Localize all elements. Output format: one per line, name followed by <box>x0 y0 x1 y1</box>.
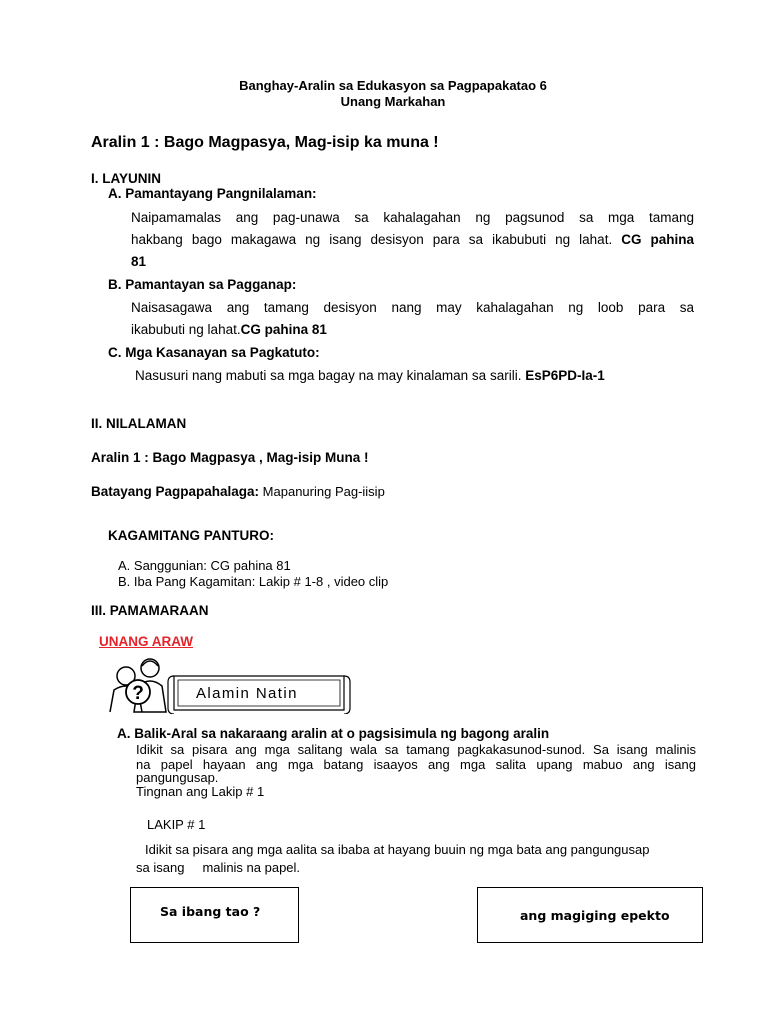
word-card-2-text: ang magiging epekto <box>520 908 670 923</box>
pamamaraan-a-label: A. Balik-Aral sa nakaraang aralin at o pagsisimula ng bagong aralin <box>117 726 550 741</box>
word-card-1-text: Sa ibang tao ? <box>160 904 261 919</box>
pamamaraan-a-line1: Idikit sa pisara ang mga salitang wala sa tamang pagkakasunod-sunod. Sa isang malinis <box>136 742 696 757</box>
layunin-a-line1: Naipamamalas ang pag-unawa sa kahalagahan ng pagsunod sa mga tamang <box>131 210 694 225</box>
layunin-a-line2-text: hakbang bago makagawa ng isang desisyon para sa ikabubuti ng lahat. <box>131 232 622 247</box>
layunin-a-cg-page: 81 <box>131 254 147 269</box>
kagamitan-heading: KAGAMITANG PANTURO: <box>108 528 274 543</box>
lakip-label: LAKIP # 1 <box>147 817 206 832</box>
layunin-b-cg-ref: CG pahina 81 <box>240 322 327 337</box>
pamamaraan-a-line2: na papel hayaan ang mga batang isaayos ang mga salita upang mabuo ang isang <box>136 757 696 772</box>
section-pamamaraan-heading: III. PAMAMARAAN <box>91 603 209 618</box>
pamamaraan-a-line3: pangungusap. <box>136 770 219 785</box>
kagamitan-b: B. Iba Pang Kagamitan: Lakip # 1-8 , video clip <box>118 574 389 589</box>
day-label: UNANG ARAW <box>99 634 193 649</box>
batayang-value: Mapanuring Pag-iisip <box>259 484 385 499</box>
lesson-title: Aralin 1 : Bago Magpasya, Mag-isip ka muna ! <box>91 134 439 151</box>
document-title: Banghay-Aralin sa Edukasyon sa Pagpapakatao 6 <box>239 78 547 93</box>
layunin-b-line1: Naisasagawa ang tamang desisyon nang may kahalagahan ng loob para sa <box>131 300 694 315</box>
nilalaman-aralin: Aralin 1 : Bago Magpasya , Mag-isip Muna ! <box>91 450 369 465</box>
layunin-c-line1-text: Nasusuri nang mabuti sa mga bagay na may kinalaman sa sarili. <box>135 368 526 383</box>
instruction-line1: Idikit sa pisara ang mga aalita sa ibaba at hayang buuin ng mga bata ang pangungusap <box>145 842 650 857</box>
batayang-pagpapahalaga <box>91 484 385 499</box>
svg-text:?: ? <box>132 683 144 704</box>
layunin-a-line2 <box>131 229 694 252</box>
section-nilalaman-heading: II. NILALAMAN <box>91 416 187 431</box>
layunin-c-line1 <box>135 365 605 388</box>
section-layunin-heading: I. LAYUNIN <box>91 171 162 186</box>
kagamitan-a: A. Sanggunian: CG pahina 81 <box>118 558 291 573</box>
layunin-a-cg-ref: CG pahina <box>621 232 694 247</box>
thinking-children-icon <box>104 656 170 714</box>
layunin-c-label: C. Mga Kasanayan sa Pagkatuto: <box>108 345 320 360</box>
batayang-label: Batayang Pagpapahalaga: <box>91 484 260 499</box>
layunin-c-code: EsP6PD-Ia-1 <box>525 368 605 383</box>
pamamaraan-a-line4: Tingnan ang Lakip # 1 <box>136 784 265 799</box>
document-subtitle: Unang Markahan <box>340 94 446 109</box>
layunin-b-line2-text: ikabubuti ng lahat. <box>131 322 241 337</box>
layunin-a-label: A. Pamantayang Pangnilalaman: <box>108 186 317 201</box>
layunin-b-label: B. Pamantayan sa Pagganap: <box>108 277 297 292</box>
instruction-line2: sa isang malinis na papel. <box>136 860 301 875</box>
alamin-natin-banner: Alamin Natin <box>196 685 298 702</box>
layunin-b-line2 <box>131 319 327 342</box>
